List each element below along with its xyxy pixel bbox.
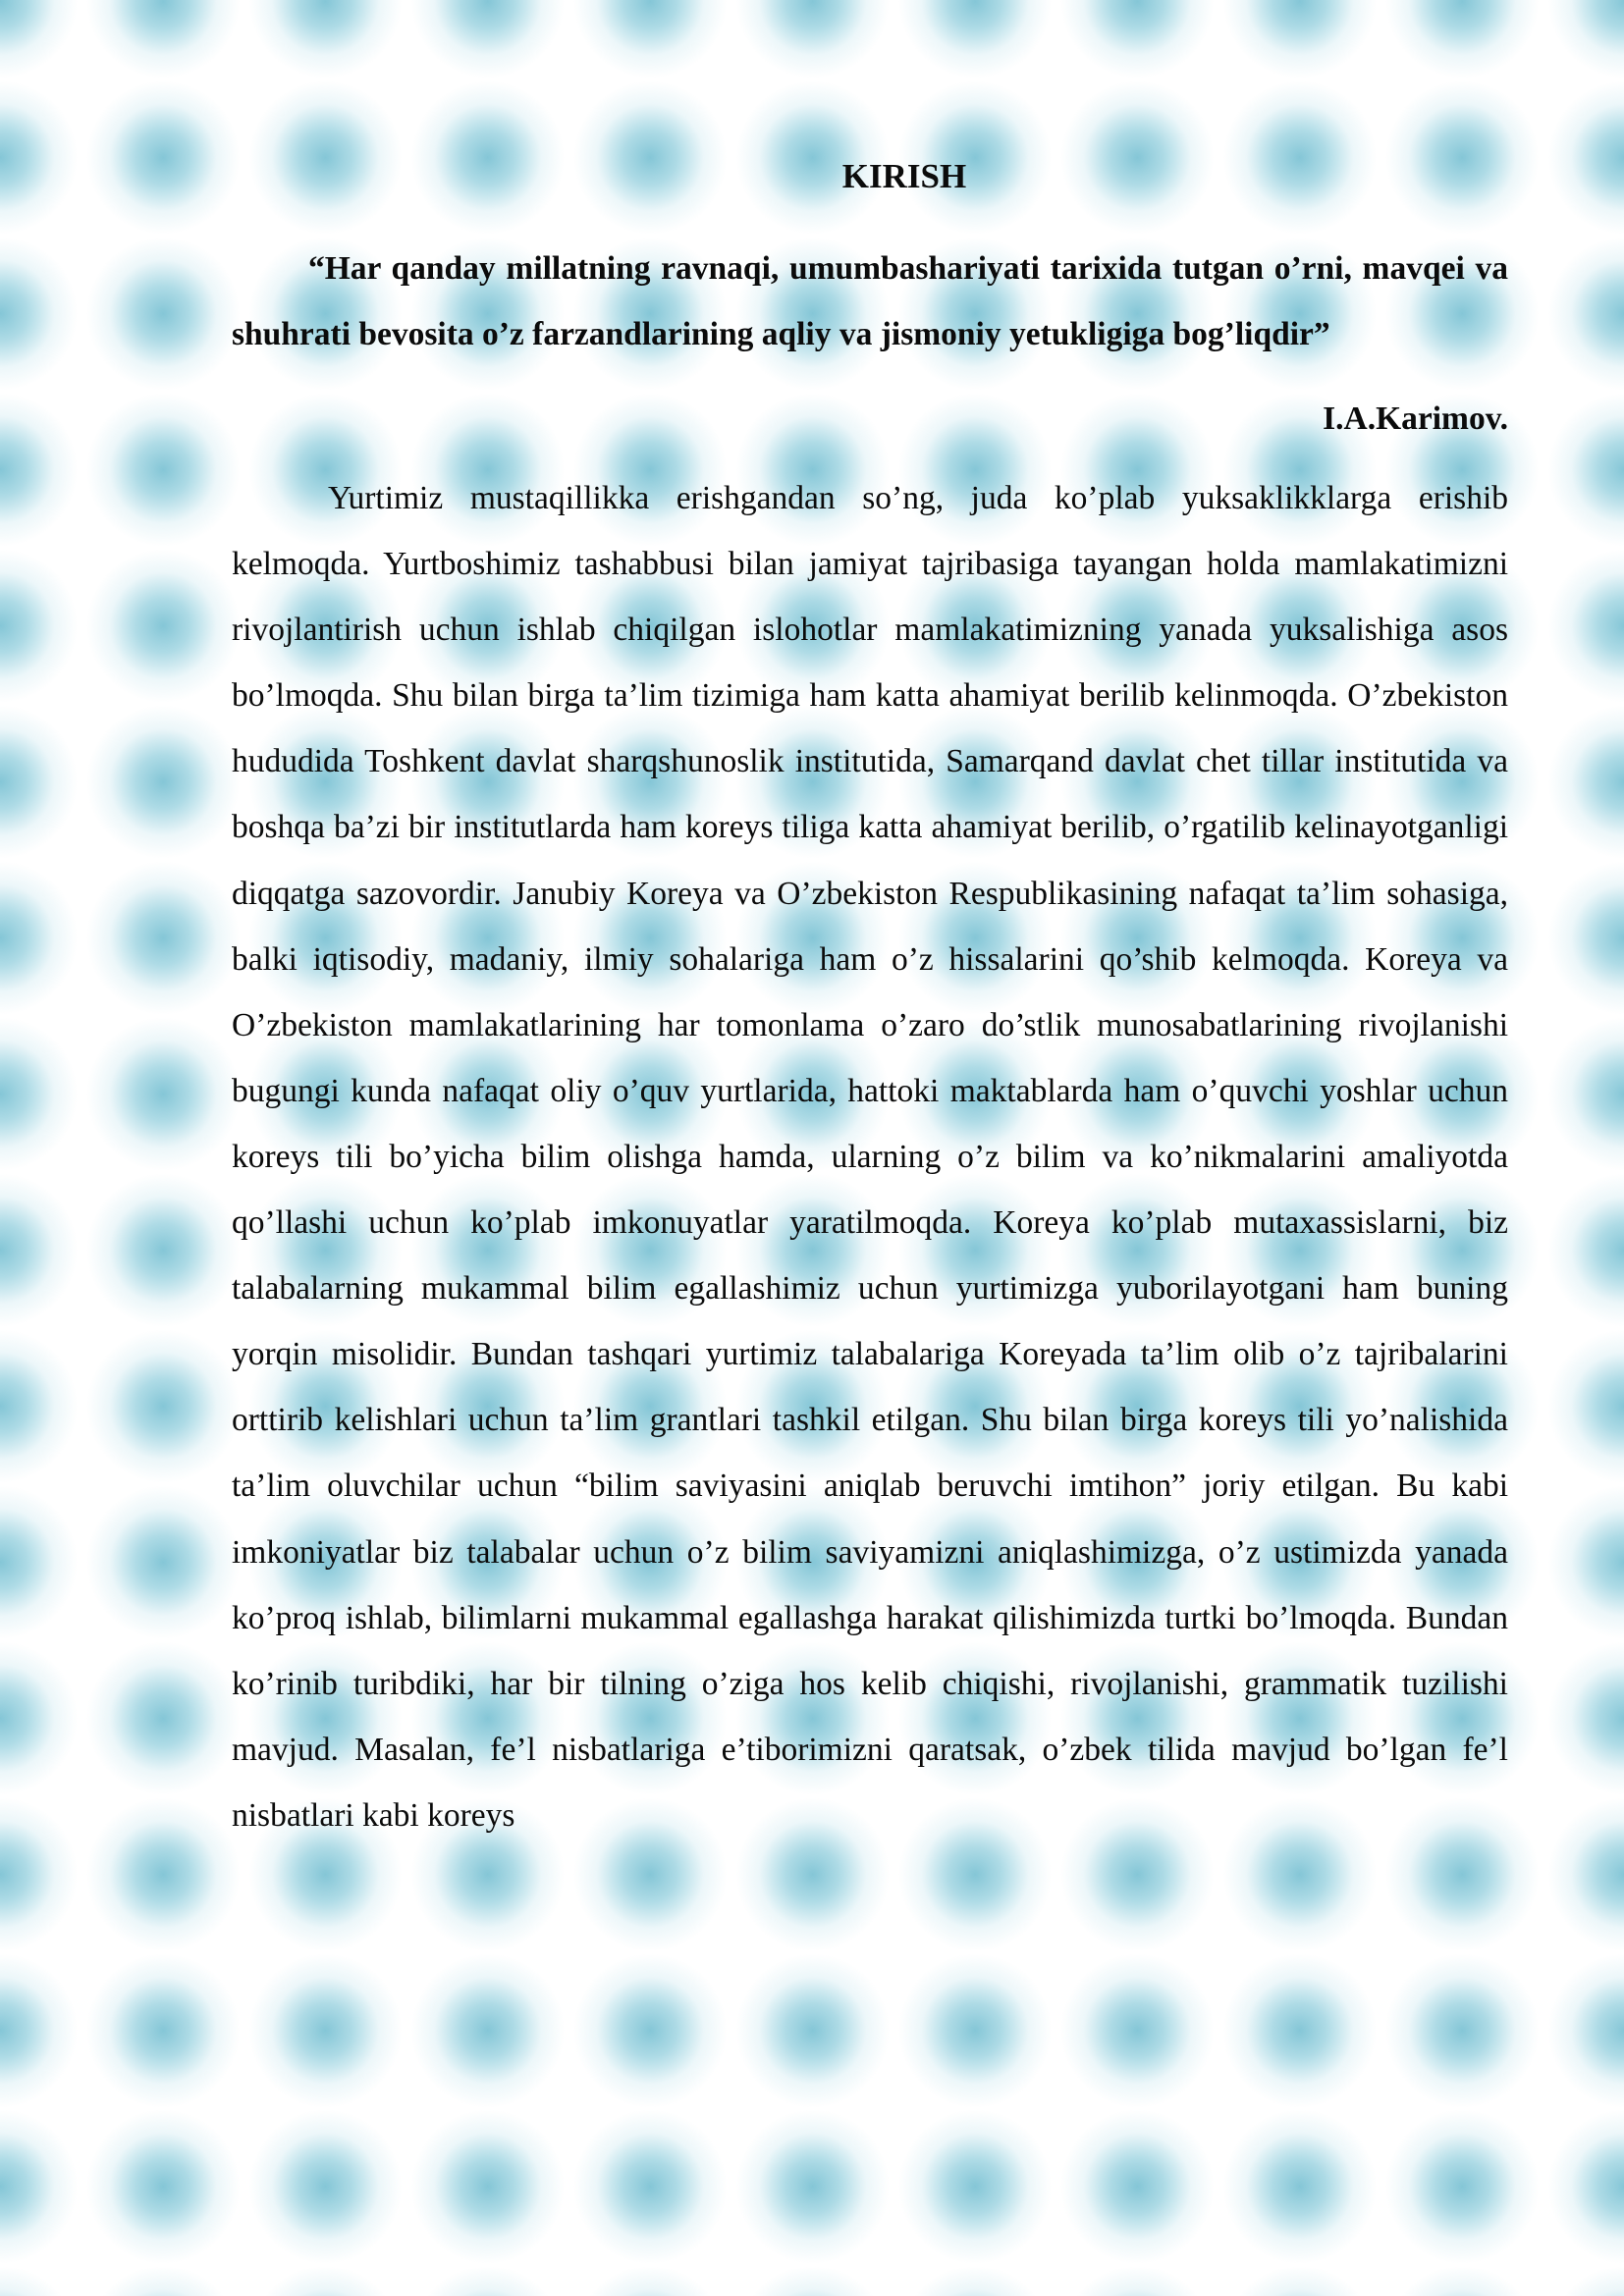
epigraph-quote: “Har qanday millatning ravnaqi, umumbashariyati tarixida tutgan o’rni, mavqei va shuhrati bevosita o’z farzandlarining aqliy va jismoniy yetukligiga bog’liqdir” <box>232 250 1508 352</box>
body-paragraph: Yurtimiz mustaqillikka erishgandan so’ng, juda ko’plab yuksaklikklarga erishib kelmoqda. Yurtboshimiz tashabbusi bilan jamiyat tajribasiga tayangan holda mamlakatimizni rivojlantirish uchun ishlab chiqilgan islohotlar mamlakatimizning yanada yuksalishiga asos bo’lmoqda. Shu bilan birga ta’lim tizimiga ham katta ahamiyat berilib kelinmoqda. O’zbekiston hududida Toshkent davlat sharqshunoslik institutida, Samarqand davlat chet tillar institutida va boshqa ba’zi bir institutlarda ham koreys tiliga katta ahamiyat berilib, o’rgatilib kelinayotganligi diqqatga sazovordir. Janubiy Koreya va O’zbekiston Respublikasining nafaqat ta’lim sohasiga, balki iqtisodiy, madaniy, ilmiy sohalariga ham o’z hissalarini qo’shib kelmoqda. Koreya va O’zbekiston mamlakatlarining har tomonlama o’zaro do’stlik munosabatlarining rivojlanishi bugungi kunda nafaqat oliy o’quv yurtlarida, hattoki maktablarda ham o’quvchi yoshlar uchun koreys tili bo’yicha bilim olishga hamda, ularning o’z bilim va ko’nikmalarini amaliyotda qo’llashi uchun ko’plab imkonuyatlar yaratilmoqda. Koreya ko’plab mutaxassislarni, biz talabalarning mukammal bilim egallashimiz uchun yurtimizga yuborilayotgani ham buning yorqin misolidir. Bundan tashqari yurtimiz talabalariga Koreyada ta’lim olib o’z tajribalarini orttirib kelishlari uchun ta’lim grantlari tashkil etilgan. Shu bilan birga koreys tili yo’nalishida ta’lim oluvchilar uchun “bilim saviyasini aniqlab beruvchi imtihon” joriy etilgan. Bu kabi imkoniyatlar biz talabalar uchun o’z bilim saviyamizni aniqlashimizga, o’z ustimizda yanada ko’proq ishlab, bilimlarni mukammal egallashga harakat qilishimizda turtki bo’lmoqda. Bundan ko’rinib turibdiki, har bir tilning o’ziga hos kelib chiqishi, rivojlanishi, grammatik tuzilishi mavjud. Masalan, fe’l nisbatlariga e’tiborimizni qaratsak, o’zbek tilida mavjud bo’lgan fe’l nisbatlari kabi koreys <box>232 480 1508 1834</box>
document-heading: KIRISH <box>841 157 967 195</box>
document-page <box>232 147 1508 2150</box>
epigraph-author: I.A.Karimov. <box>1323 400 1508 437</box>
